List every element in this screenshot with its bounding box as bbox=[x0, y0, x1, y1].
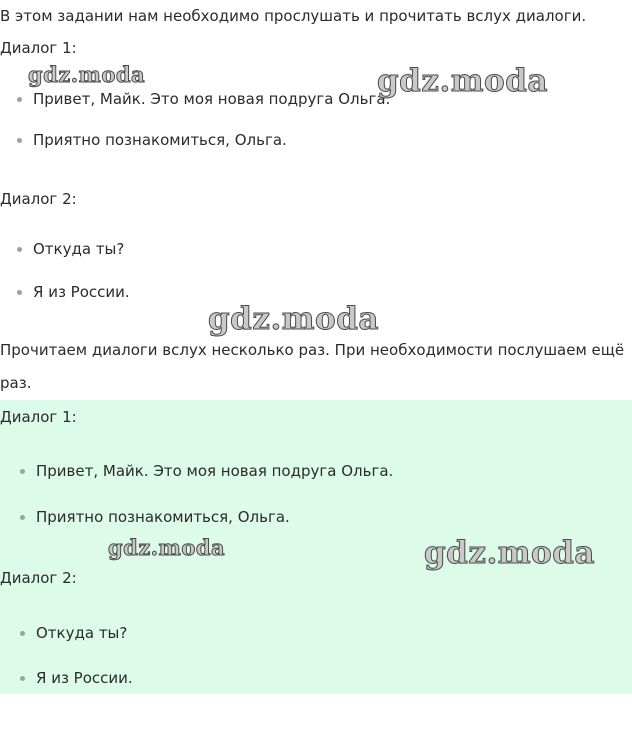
dialog-line: Откуда ты? bbox=[36, 624, 128, 642]
middle-text-line-1: Прочитаем диалоги вслух несколько раз. При необходимости послушаем ещё bbox=[0, 341, 625, 359]
dialog-2-title: Диалог 2: bbox=[0, 569, 77, 587]
bullet-icon bbox=[17, 290, 22, 295]
list-item bbox=[36, 668, 133, 688]
list-item bbox=[33, 89, 390, 109]
dialog-line: Я из России. bbox=[33, 283, 130, 301]
bullet-icon bbox=[20, 515, 25, 520]
watermark-logo: gdz.moda bbox=[28, 62, 146, 87]
bullet-icon bbox=[17, 97, 22, 102]
dialog-line: Привет, Майк. Это моя новая подруга Ольга. bbox=[33, 90, 391, 108]
dialog-line: Привет, Майк. Это моя новая подруга Ольга. bbox=[36, 462, 394, 480]
list-item bbox=[36, 623, 127, 643]
watermark-logo: gdz.moda bbox=[208, 301, 379, 337]
bullet-icon bbox=[20, 469, 25, 474]
watermark-logo: gdz.moda bbox=[424, 535, 595, 571]
bullet-icon bbox=[17, 247, 22, 252]
dialog-line: Я из России. bbox=[36, 669, 133, 687]
list-item bbox=[36, 507, 290, 527]
watermark-logo: gdz.moda bbox=[377, 63, 548, 99]
bullet-icon bbox=[17, 138, 22, 143]
dialog-line: Откуда ты? bbox=[33, 240, 125, 258]
list-item bbox=[33, 239, 124, 259]
list-item bbox=[33, 282, 130, 302]
dialog-line: Приятно познакомиться, Ольга. bbox=[36, 508, 290, 526]
watermark-logo: gdz.moda bbox=[108, 535, 226, 560]
list-item bbox=[36, 461, 393, 481]
intro-text: В этом задании нам необходимо прослушать и прочитать вслух диалоги. bbox=[0, 7, 587, 25]
bullet-icon bbox=[20, 631, 25, 636]
bullet-icon bbox=[20, 676, 25, 681]
dialog-line: Приятно познакомиться, Ольга. bbox=[33, 131, 287, 149]
dialog-1-title: Диалог 1: bbox=[0, 408, 77, 426]
dialog-2-title: Диалог 2: bbox=[0, 190, 77, 208]
list-item bbox=[33, 130, 287, 150]
middle-text-line-2: раз. bbox=[0, 374, 32, 392]
dialog-1-title: Диалог 1: bbox=[0, 39, 77, 57]
